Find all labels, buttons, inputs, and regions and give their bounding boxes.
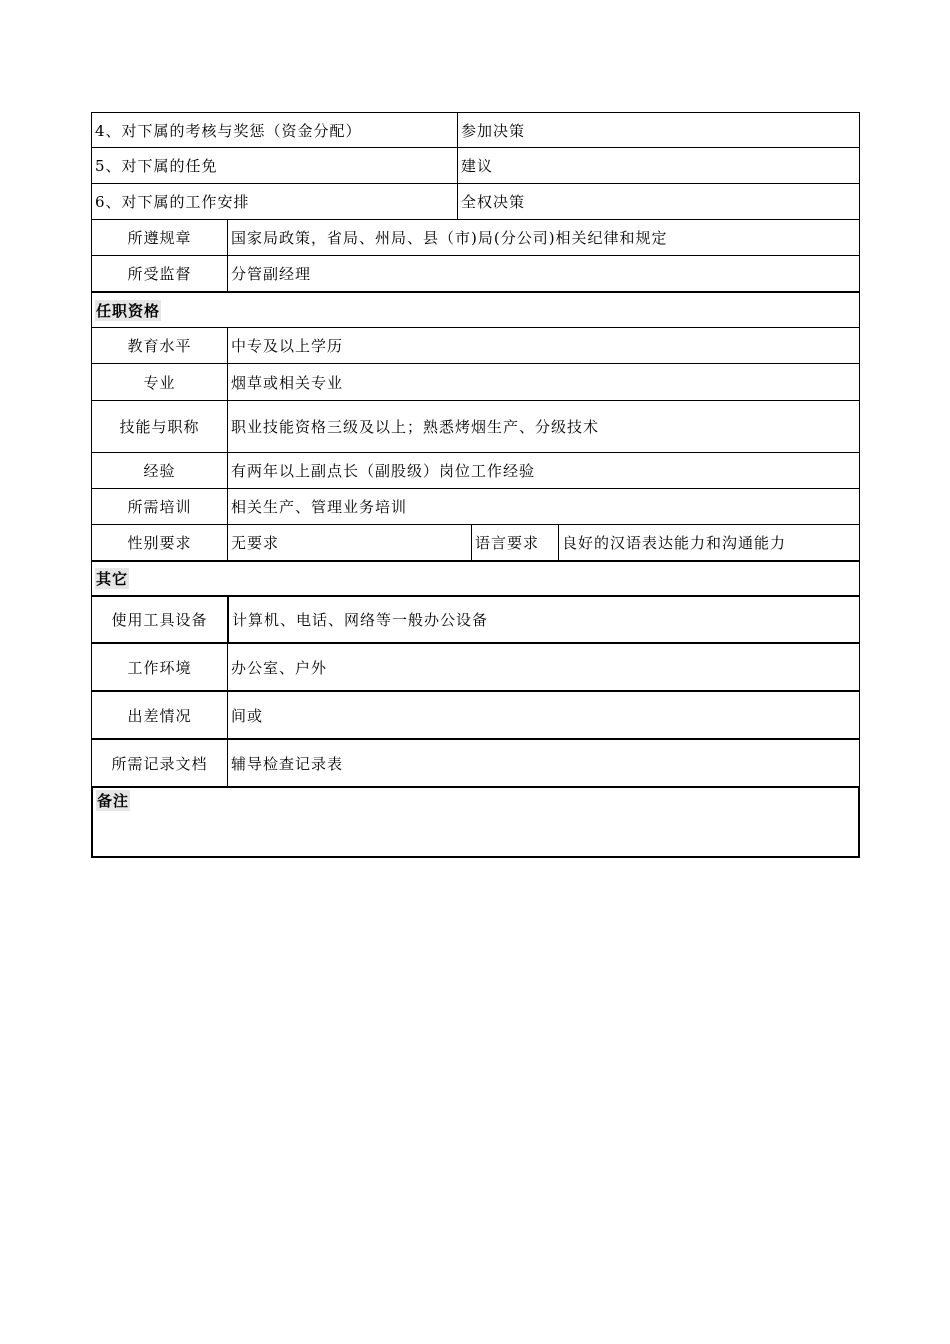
gender-value: 无要求: [227, 525, 471, 560]
qualifications-header: [91, 293, 860, 328]
experience-row: [91, 453, 860, 489]
travel-label: 出差情况: [127, 706, 192, 725]
authority-item: 6、对下属的工作安排: [95, 193, 250, 211]
supervision-label: 所受监督: [127, 265, 192, 283]
skills-value: 职业技能资格三级及以上；熟悉烤烟生产、分级技术: [227, 401, 859, 452]
training-row: [91, 489, 860, 525]
skills-row: [91, 401, 860, 453]
remarks-title: 备注: [97, 792, 130, 810]
travel-value: 间或: [227, 692, 859, 738]
documents-row: [91, 740, 860, 788]
rules-row: [91, 220, 860, 256]
supervision-value: 分管副经理: [227, 256, 859, 291]
gender-label: 性别要求: [127, 534, 192, 552]
education-row: [91, 328, 860, 364]
supervision-row: [91, 256, 860, 293]
education-value: 中专及以上学历: [227, 328, 859, 363]
authority-row: [91, 112, 860, 148]
tools-label: 使用工具设备: [111, 611, 208, 629]
tools-value: 计算机、电话、网络等一般办公设备: [227, 597, 859, 642]
major-label: 专业: [143, 373, 176, 392]
language-value: 良好的汉语表达能力和沟通能力: [558, 525, 859, 560]
job-description-table: [91, 112, 860, 858]
education-label: 教育水平: [127, 337, 192, 355]
environment-label: 工作环境: [127, 658, 192, 677]
rules-label: 所遵规章: [127, 229, 192, 247]
experience-value: 有两年以上副点长（副股级）岗位工作经验: [227, 453, 859, 488]
training-value: 相关生产、管理业务培训: [227, 489, 859, 524]
training-label: 所需培训: [127, 498, 192, 516]
other-title: 其它: [96, 570, 129, 588]
major-value: 烟草或相关专业: [227, 364, 859, 400]
qualifications-title: 任职资格: [96, 301, 161, 320]
documents-label: 所需记录文档: [111, 754, 208, 773]
documents-value: 辅导检查记录表: [227, 740, 859, 786]
travel-row: [91, 692, 860, 740]
remarks-row: [91, 788, 860, 858]
other-header: [91, 562, 860, 597]
authority-row: [91, 184, 860, 220]
authority-item: 4、对下属的考核与奖惩（资金分配）: [95, 121, 362, 140]
environment-value: 办公室、户外: [227, 644, 859, 690]
environment-row: [91, 644, 860, 692]
authority-item: 5、对下属的任免: [95, 157, 218, 175]
tools-row: [91, 597, 860, 644]
rules-value: 国家局政策，省局、州局、县（市)局(分公司)相关纪律和规定: [227, 220, 859, 255]
gender-language-row: [91, 525, 860, 562]
language-label: 语言要求: [471, 525, 558, 560]
skills-label: 技能与职称: [119, 418, 200, 436]
experience-label: 经验: [143, 462, 176, 480]
authority-row: [91, 148, 860, 184]
major-row: [91, 364, 860, 401]
authority-level: 建议: [457, 148, 859, 183]
authority-level: 全权决策: [457, 184, 859, 219]
authority-level: 参加决策: [457, 113, 859, 147]
